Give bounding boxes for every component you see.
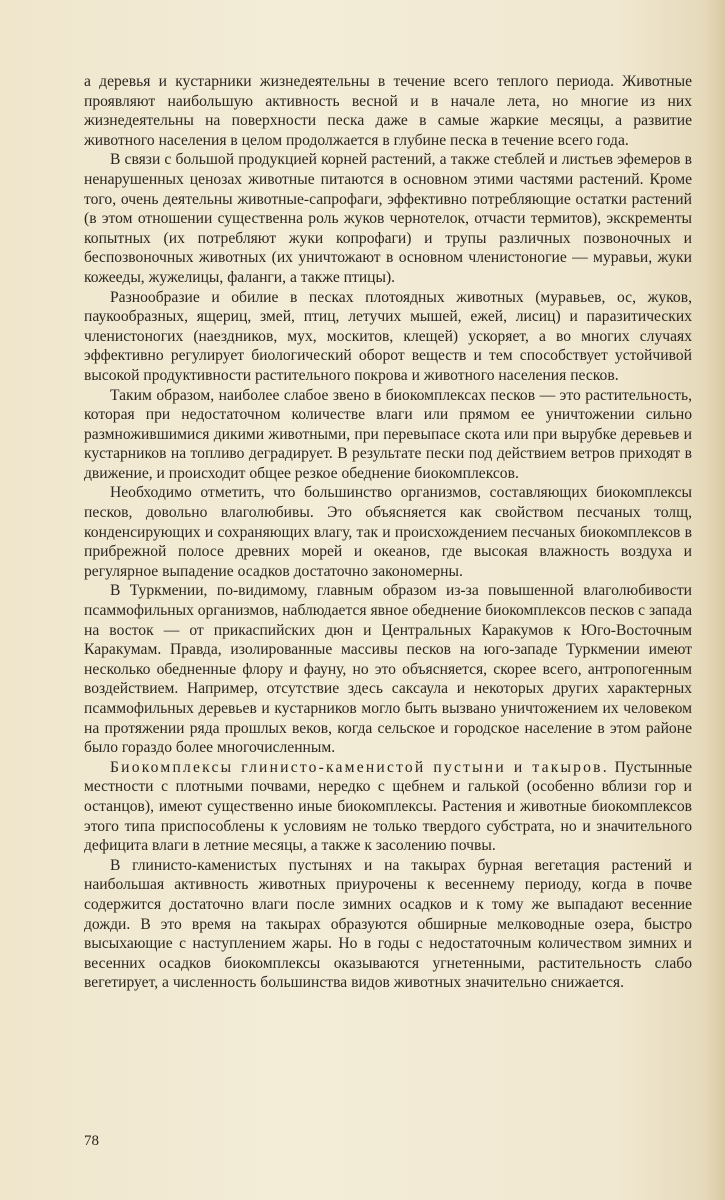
paragraph-turkmenia: В Туркмении, по-видимому, главным образом из-за повышенной влаголюбивости псаммофильных организмов, наблюдается явное обеднение биокомплексов песков с запада на восток — от прикаспийских дюн и Центральных Каракумов к Юго-Восточным Каракумам. Правда, изолированные массивы песков на юго-западе Туркмении имеют несколько обедненные флору и фауну, но это объясняется, скорее всего, антропогенным воздействием. Например, отсутствие здесь саксаула и некоторых других характерных псаммофильных деревьев и кустарников могло быть вызвано уничтожением их человеком на протяжении ряда прошлых веков, когда сельское и городское население в этом районе было гораздо более многочисленным.: [84, 582, 692, 757]
page-number: 78: [84, 1133, 99, 1149]
paragraph-predators: Разнообразие и обилие в песках плотоядных животных (муравьев, ос, жуков, паукообразных, ящериц, змей, птиц, летучих мышей, ежей, лисиц) и паразитических членистоногих (наездников, мух, москитов, клещей) ускоряет, а во многих случаях эффективно регулирует биологический оборот веществ и тем способствует устойчивой высокой продуктивности растительного покрова и животного населения песков.: [84, 288, 692, 384]
paragraph-takyr-vegetation: В глинисто-каменистых пустынях и на такырах бурная вегетация растений и наибольшая активность животных приурочены к весеннему периоду, когда в почве содержится достаточно влаги после зимних осадков и к тому же выпадают весенние дожди. В это время на такырах образуются обширные мелководные озера, быстро высыхающие с наступлением жары. Но в годы с недостаточным количеством зимних и весенних осадков биокомплексы оказываются угнетенными, растительность слабо вегетирует, а численность большинства видов животных значительно снижается.: [84, 856, 692, 992]
paragraph-weak-link: Таким образом, наиболее слабое звено в биокомплексах песков — это растительность, которая при недостаточном количестве влаги или прямом ее уничтожении сильно размножившимися дикими животными, при перевыпасе скота или при вырубке деревьев и кустарников на топливо деградирует. В результате пески под действием ветров приходят в движение, и происходит общее резкое обеднение биокомплексов.: [84, 386, 692, 482]
paragraph-continuation: а деревья и кустарники жизнедеятельны в течение всего теплого периода. Животные проявляют наибольшую активность весной и в начале лета, но многие из них жизнедеятельны на поверхности песка даже в самые жаркие месяцы, а развитие животного населения в целом продолжается в глубине песка в течение всего года.: [84, 73, 692, 149]
page-body: [84, 72, 692, 993]
section-text: Пустынные местности с плотными почвами, нередко с щебнем и галькой (особенно вблизи гор и останцов), имеют существенно иные биокомплексы. Растения и животные биокомплексов этого типа приспособлены к условиям не только твердого субстрата, но и значительного дефицита влаги в летние месяцы, а также к засолению почвы.: [84, 758, 692, 855]
paragraph-moisture-loving: Необходимо отметить, что большинство организмов, составляющих биокомплексы песков, довольно влаголюбивы. Это объясняется как свойством песчаных толщ, конденсирующих и сохраняющих влагу, так и происхождением песчаных биокомплексов в прибрежной полосе древних морей и океанов, где высокая влажность воздуха и регулярное выпадение осадков достаточно закономерны.: [84, 484, 692, 580]
section-heading: Биокомплексы глинисто-каменистой пустыни и такыров.: [110, 758, 609, 776]
paragraph-animal-nutrition: В связи с большой продукцией корней растений, а также стеблей и листьев эфемеров в ненарушенных ценозах животные питаются в основном этими частями растений. Кроме того, очень деятельны животные-сапрофаги, эффективно потребляющие остатки растений (в этом отношении существенна роль жуков чернотелок, отчасти термитов), экскременты копытных (их потребляют жуки копрофаги) и трупы различных позвоночных и беспозвоночных животных (их уничтожают в основном членистоногие — муравьи, жуки кожееды, жужелицы, фаланги, а также птицы).: [84, 151, 692, 286]
paragraph-clay-desert: [84, 758, 692, 856]
